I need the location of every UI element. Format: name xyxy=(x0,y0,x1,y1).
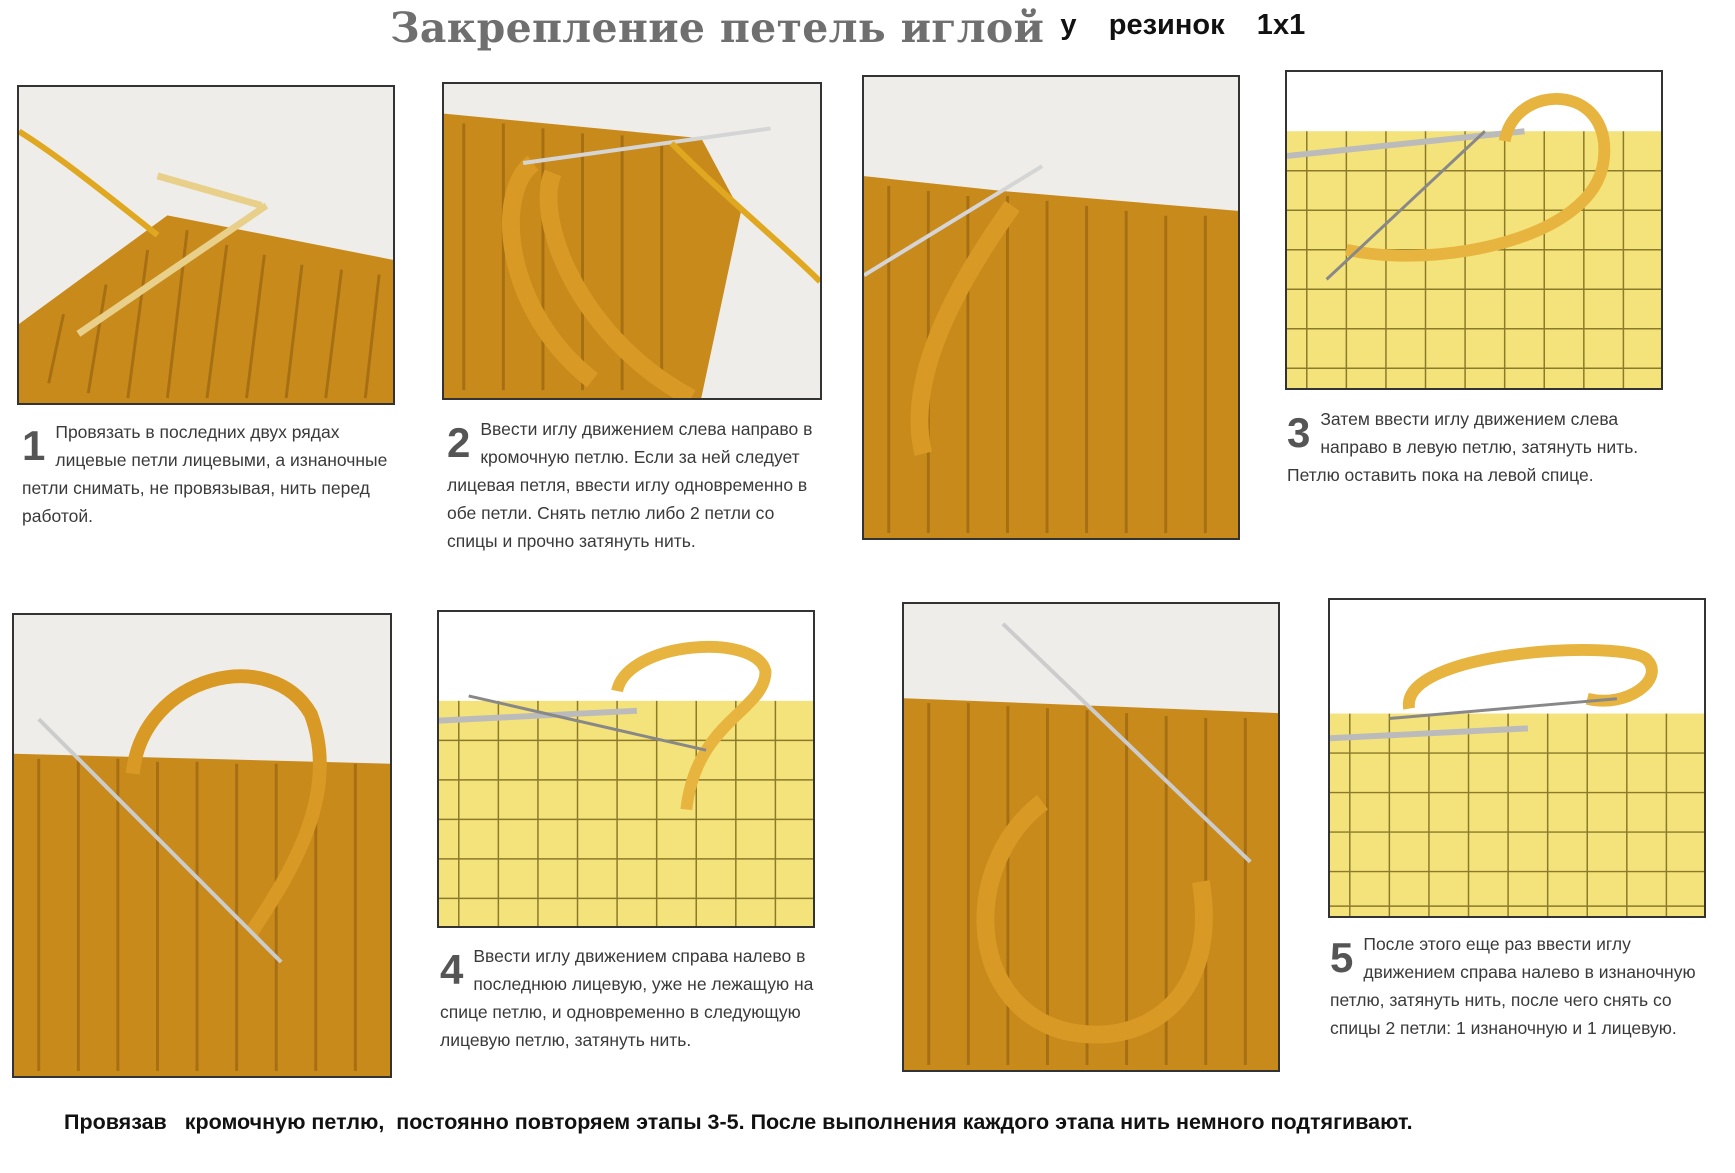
footer-note: Провязав кромочную петлю, постоянно повторяем этапы 3-5. После выполнения каждого этапа нить немного подтягивают. xyxy=(64,1110,1413,1134)
caption-step-2 xyxy=(447,415,827,555)
diagram-step-3 xyxy=(1285,70,1663,390)
title-sub: у резинок 1х1 xyxy=(1044,9,1306,41)
step-number-4: 4 xyxy=(440,946,464,993)
step-text-1: Провязать в последних двух рядах лицевые петли лицевыми, а изнаночные петли снимать, не провязывая, нить перед работой. xyxy=(22,422,388,526)
photo-step-1 xyxy=(17,85,395,405)
step-number-2: 2 xyxy=(447,419,471,466)
photo-step-4a xyxy=(12,613,392,1078)
diagram-step-4 xyxy=(437,610,815,928)
step-text-4: Ввести иглу движением справа налево в последнюю лицевую, уже не лежащую на спице петлю, и одновременно в следующую лицевую петлю, затянуть нить. xyxy=(440,946,814,1050)
caption-step-1 xyxy=(22,418,392,530)
step-text-3: Затем ввести иглу движением слева направо в левую петлю, затянуть нить. Петлю оставить пока на левой спице. xyxy=(1287,409,1639,485)
title-main: Закрепление петель иглой xyxy=(390,4,1045,52)
step-text-2: Ввести иглу движением слева направо в кромочную петлю. Если за ней следует лицевая петля, ввести иглу одновременно в обе петли. Снять петлю либо 2 петли со спицы и прочно затянуть нить. xyxy=(447,419,813,551)
caption-step-5 xyxy=(1330,930,1710,1042)
step-number-5: 5 xyxy=(1330,934,1354,981)
caption-step-4 xyxy=(440,942,820,1054)
page-title xyxy=(390,4,1305,64)
photo-step-5a xyxy=(902,602,1280,1072)
diagram-step-5 xyxy=(1328,598,1706,918)
step-number-1: 1 xyxy=(22,422,46,469)
caption-step-3 xyxy=(1287,405,1667,489)
step-number-3: 3 xyxy=(1287,409,1311,456)
photo-step-2 xyxy=(442,82,822,400)
step-text-5: После этого еще раз ввести иглу движением справа налево в изнаночную петлю, затянуть нить, после чего снять со спицы 2 петли: 1 изнаночную и 1 лицевую. xyxy=(1330,934,1696,1038)
photo-step-2b xyxy=(862,75,1240,540)
